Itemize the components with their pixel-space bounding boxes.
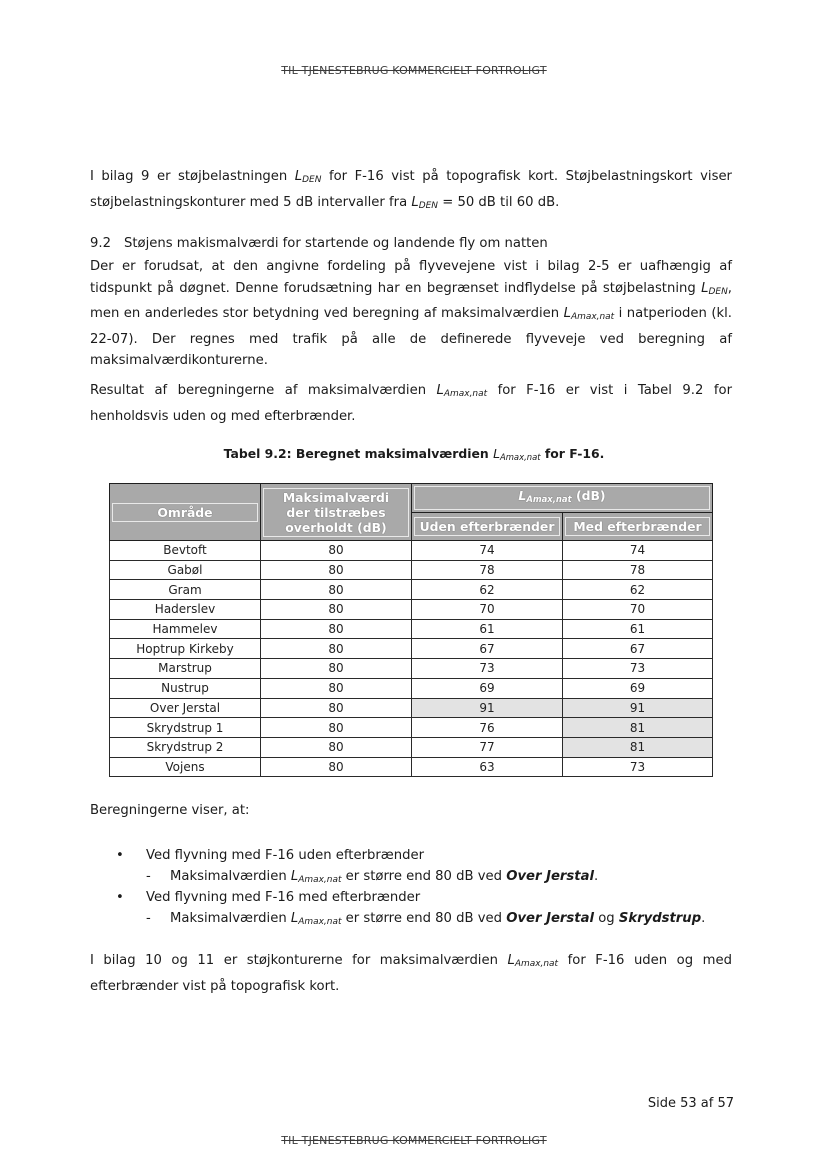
list-item: • Ved flyvning med F-16 uden efterbrænder <box>90 845 750 866</box>
table-row <box>110 757 713 777</box>
cell-area: Gabøl <box>110 560 261 580</box>
list-subitem: - Maksimalværdien LAmax,nat er større end 80 dB ved Over Jerstal. <box>90 866 750 887</box>
symbol-lamax: LAmax,nat <box>507 953 559 970</box>
bullet-icon: • <box>116 848 124 863</box>
results-table <box>109 483 713 777</box>
cell-with: 74 <box>563 541 713 561</box>
table-row <box>110 600 713 620</box>
cell-limit: 80 <box>261 560 412 580</box>
cell-with: 62 <box>563 580 713 600</box>
cell-with: 73 <box>563 757 713 777</box>
table-row <box>110 718 713 738</box>
cell-without: 70 <box>412 600 563 620</box>
symbol-lamax: LAmax,nat <box>436 383 488 400</box>
table-row <box>110 619 713 639</box>
cell-limit: 80 <box>261 619 412 639</box>
cell-limit: 80 <box>261 541 412 561</box>
cell-with: 67 <box>563 639 713 659</box>
closing-paragraph: I bilag 10 og 11 er støjkonturerne for maksimalværdien LAmax,nat for F-16 uden og med efterbrænder vist på topografisk kort. <box>90 953 732 994</box>
list-intro: Beregningerne viser, at: <box>90 803 250 818</box>
column-header-area: Område <box>110 484 261 541</box>
symbol-lden: LDEN <box>411 194 439 211</box>
cell-without: 61 <box>412 619 563 639</box>
cell-with: 81 <box>563 737 713 757</box>
cell-limit: 80 <box>261 639 412 659</box>
cell-without: 63 <box>412 757 563 777</box>
column-header-limit: Maksimalværdi der tilstræbes overholdt (dB) <box>261 484 412 541</box>
cell-without: 62 <box>412 580 563 600</box>
column-header-without: Uden efterbrænder <box>412 513 563 541</box>
classification-footer: TIL TJENESTEBRUG KOMMERCIELT FORTROLIGT <box>281 1134 547 1147</box>
cell-with: 61 <box>563 619 713 639</box>
result-paragraph: Resultat af beregningerne af maksimalværdien LAmax,nat for F-16 er vist i Tabel 9.2 for henholdsvis uden og med efterbrænder. <box>90 383 732 424</box>
table-row <box>110 698 713 718</box>
cell-with: 70 <box>563 600 713 620</box>
symbol-lamax: LAmax,nat <box>290 869 342 886</box>
cell-without: 73 <box>412 659 563 679</box>
dash-icon: - <box>146 911 151 926</box>
cell-without: 74 <box>412 541 563 561</box>
table-row <box>110 580 713 600</box>
page-number: Side 53 af 57 <box>647 1096 734 1111</box>
cell-area: Gram <box>110 580 261 600</box>
cell-area: Haderslev <box>110 600 261 620</box>
cell-area: Over Jerstal <box>110 698 261 718</box>
cell-limit: 80 <box>261 580 412 600</box>
symbol-lamax: LAmax,nat <box>493 446 541 463</box>
cell-with: 73 <box>563 659 713 679</box>
cell-area: Marstrup <box>110 659 261 679</box>
cell-with: 69 <box>563 678 713 698</box>
cell-limit: 80 <box>261 659 412 679</box>
section-title: Støjens makismalværdi for startende og landende fly om natten <box>124 236 548 251</box>
cell-with: 91 <box>563 698 713 718</box>
assumption-paragraph: Der er forudsat, at den angivne fordeling på flyvevejene vist i bilag 2-5 er uafhængig af tidspunkt på døgnet. Denne forudsætning har en begrænset indflydelse på støjbelastning LDEN, men en anderledes stor betydning ved beregning af maksimalværdien LAmax,nat i natperioden (kl. 22-07). Der regnes med trafik på alle de definerede flyveveje ved beregning af maksimalværdikonturerne. <box>90 259 732 369</box>
cell-with: 81 <box>563 718 713 738</box>
cell-limit: 80 <box>261 718 412 738</box>
place-over-jerstal: Over Jerstal <box>506 869 595 884</box>
symbol-lden: LDEN <box>701 280 728 297</box>
table-caption: Tabel 9.2: Beregnet maksimalværdien LAmax,nat for F-16. <box>223 446 605 463</box>
table-row <box>110 541 713 561</box>
cell-without: 69 <box>412 678 563 698</box>
table-row <box>110 678 713 698</box>
table-row <box>110 639 713 659</box>
classification-header: TIL TJENESTEBRUG KOMMERCIELT FORTROLIGT <box>281 64 547 77</box>
cell-limit: 80 <box>261 757 412 777</box>
list-item: • Ved flyvning med F-16 med efterbrænder <box>90 887 750 908</box>
table-row <box>110 737 713 757</box>
symbol-lden: LDEN <box>294 169 322 186</box>
cell-area: Nustrup <box>110 678 261 698</box>
cell-area: Bevtoft <box>110 541 261 561</box>
symbol-lamax: LAmax,nat <box>290 911 342 928</box>
cell-without: 78 <box>412 560 563 580</box>
place-over-jerstal: Over Jerstal <box>506 911 595 926</box>
column-header-with: Med efterbrænder <box>563 513 713 541</box>
cell-area: Skrydstrup 1 <box>110 718 261 738</box>
dash-icon: - <box>146 869 151 884</box>
section-heading <box>90 234 732 254</box>
cell-without: 77 <box>412 737 563 757</box>
cell-area: Skrydstrup 2 <box>110 737 261 757</box>
symbol-lamax: LAmax,nat <box>563 306 615 323</box>
place-skrydstrup: Skrydstrup <box>618 911 702 926</box>
table-row <box>110 560 713 580</box>
cell-area: Hoptrup Kirkeby <box>110 639 261 659</box>
bullet-icon: • <box>116 890 124 905</box>
cell-without: 76 <box>412 718 563 738</box>
cell-area: Hammelev <box>110 619 261 639</box>
table-row <box>110 659 713 679</box>
intro-paragraph: I bilag 9 er støjbelastningen LDEN for F-16 vist på topografisk kort. Støjbelastningskort viser støjbelastningskonturer med 5 dB intervaller fra LDEN = 50 dB til 60 dB. <box>90 169 732 211</box>
cell-limit: 80 <box>261 678 412 698</box>
cell-limit: 80 <box>261 600 412 620</box>
cell-without: 91 <box>412 698 563 718</box>
cell-limit: 80 <box>261 737 412 757</box>
list-subitem: - Maksimalværdien LAmax,nat er større end 80 dB ved Over Jerstal og Skrydstrup. <box>90 908 750 929</box>
cell-with: 78 <box>563 560 713 580</box>
cell-without: 67 <box>412 639 563 659</box>
column-header-group: LAmax,nat (dB) <box>412 484 713 513</box>
cell-limit: 80 <box>261 698 412 718</box>
findings-list <box>90 845 750 929</box>
cell-area: Vojens <box>110 757 261 777</box>
section-number: 9.2 <box>90 236 111 251</box>
